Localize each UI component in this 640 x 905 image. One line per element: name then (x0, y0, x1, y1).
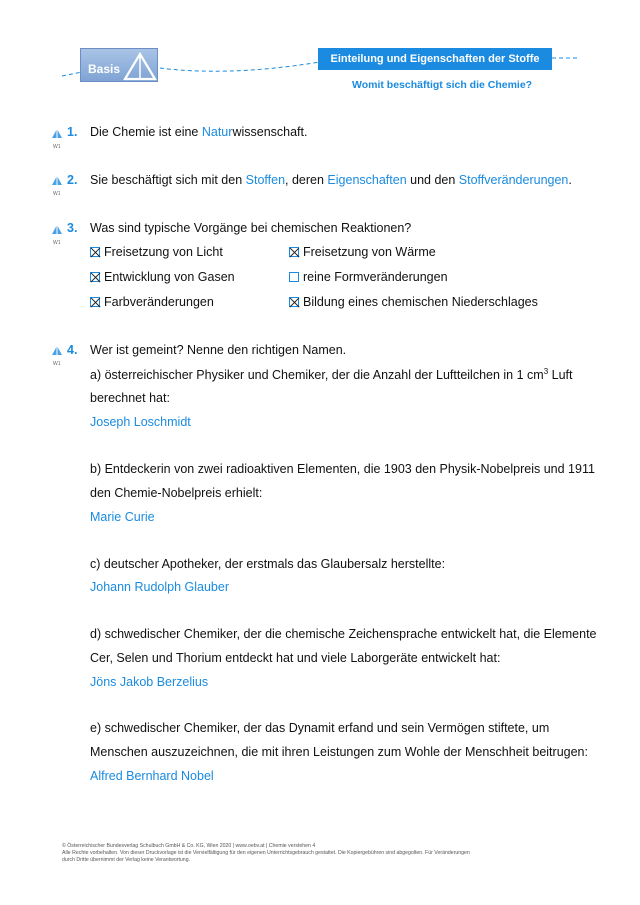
checkbox-checked-icon[interactable] (90, 297, 100, 307)
q1-text: Die Chemie ist eine Naturwissenschaft. (90, 125, 308, 139)
level-triangle-icon (51, 345, 63, 356)
chapter-title: Einteilung und Eigenschaften der Stoffe (330, 53, 540, 65)
q4a-text: a) österreichischer Physiker und Chemiker, der die Anzahl der Luftteilchen in 1 $cm^3$ Luft (90, 367, 573, 383)
footer-line-3: durch Dritte übernimmt der Verlag keine Verantwortung. (62, 857, 191, 863)
q3-question: Was sind typische Vorgänge bei chemischen Reaktionen? (90, 221, 412, 235)
q4-level-marker (51, 343, 63, 367)
q4c-answer: Johann Rudolph Glauber (90, 580, 229, 594)
q1-level-marker (51, 126, 63, 150)
q3-number: 3. (67, 221, 78, 235)
q4e-answer: Alfred Bernhard Nobel (90, 769, 214, 783)
checkbox-checked-icon[interactable] (90, 247, 100, 257)
q4b-answer: Marie Curie (90, 510, 155, 524)
q3-option-1[interactable]: Freisetzung von Licht (90, 245, 223, 259)
footer-line-2: Alle Rechte vorbehalten. Von dieser Druckvorlage ist die Vervielfältigung für den eigenen Unterrichtsgebrauch gestattet. Die Kopiergebühren sind abgegolten. Für Veränderungen (62, 850, 470, 856)
q2-number: 2. (67, 173, 78, 187)
q4-number: 4. (67, 343, 78, 357)
section-title: Womit beschäftigt sich die Chemie? (352, 79, 533, 91)
chapter-title-banner (318, 48, 552, 70)
q4b-text: b) Entdeckerin von zwei radioaktiven Elementen, die 1903 den Physik-Nobelpreis und 1911 (90, 462, 595, 476)
q4d-text: d) schwedischer Chemiker, der die chemische Zeichensprache entwickelt hat, die Elemente (90, 627, 597, 641)
q3-level-marker (51, 222, 63, 246)
q2-level-marker (51, 173, 63, 197)
q1-number: 1. (67, 125, 78, 139)
level-tag: W1 (53, 240, 61, 246)
q4d-text-line2: Cer, Selen und Thorium entdeckt hat und viele Laborgeräte entwickelt hat: (90, 651, 501, 665)
checkbox-checked-icon[interactable] (289, 297, 299, 307)
footer (62, 843, 582, 864)
basis-badge (80, 48, 158, 82)
q4a-answer: Joseph Loschmidt (90, 415, 191, 429)
q4e-text: e) schwedischer Chemiker, der das Dynamit erfand und sein Vermögen stiftete, um (90, 721, 550, 735)
q4c-text: c) deutscher Apotheker, der erstmals das Glaubersalz herstellte: (90, 557, 446, 571)
q4e-text-line2: Menschen auszuzeichnen, die mit ihren Leistungen zum Wohle der Menschheit beitrugen: (90, 745, 588, 759)
basis-triangle-icon (123, 51, 157, 81)
q4d-answer: Jöns Jakob Berzelius (90, 675, 209, 689)
q3-option-2[interactable]: Freisetzung von Wärme (289, 245, 436, 259)
q4-question: Wer ist gemeint? Nenne den richtigen Namen. (90, 343, 347, 357)
checkbox-checked-icon[interactable] (289, 247, 299, 257)
q2-answer-1: Stoffen (245, 173, 286, 187)
q2-answer-3: Stoffveränderungen (458, 173, 569, 187)
basis-label: Basis (88, 62, 121, 76)
level-tag: W1 (53, 191, 61, 197)
level-triangle-icon (51, 128, 63, 139)
checkbox-empty-icon[interactable] (289, 272, 299, 282)
level-triangle-icon (51, 224, 63, 235)
level-tag: W1 (53, 361, 61, 367)
footer-line-1: © Österreichischer Bundesverlag Schulbuch GmbH & Co. KG, Wien 2020 | www.oebv.at | Chemie verstehen 4 (62, 843, 316, 849)
level-tag: W1 (53, 144, 61, 150)
checkbox-checked-icon[interactable] (90, 272, 100, 282)
q3-option-6[interactable]: Bildung eines chemischen Niederschlages (289, 295, 538, 309)
q3-option-4[interactable]: reine Formveränderungen (289, 270, 448, 284)
q4a-text-line2: berechnet hat: (90, 391, 170, 405)
q1-answer: Natur (201, 125, 233, 139)
q3-option-3[interactable]: Entwicklung von Gasen (90, 270, 235, 284)
q2-text: Sie beschäftigt sich mit den Stoffen, deren Eigenschaften und den Stoffveränderungen. (90, 173, 572, 187)
level-triangle-icon (51, 175, 63, 186)
q3-option-5[interactable]: Farbveränderungen (90, 295, 214, 309)
q4b-text-line2: den Chemie-Nobelpreis erhielt: (90, 486, 263, 500)
q2-answer-2: Eigenschaften (327, 173, 407, 187)
